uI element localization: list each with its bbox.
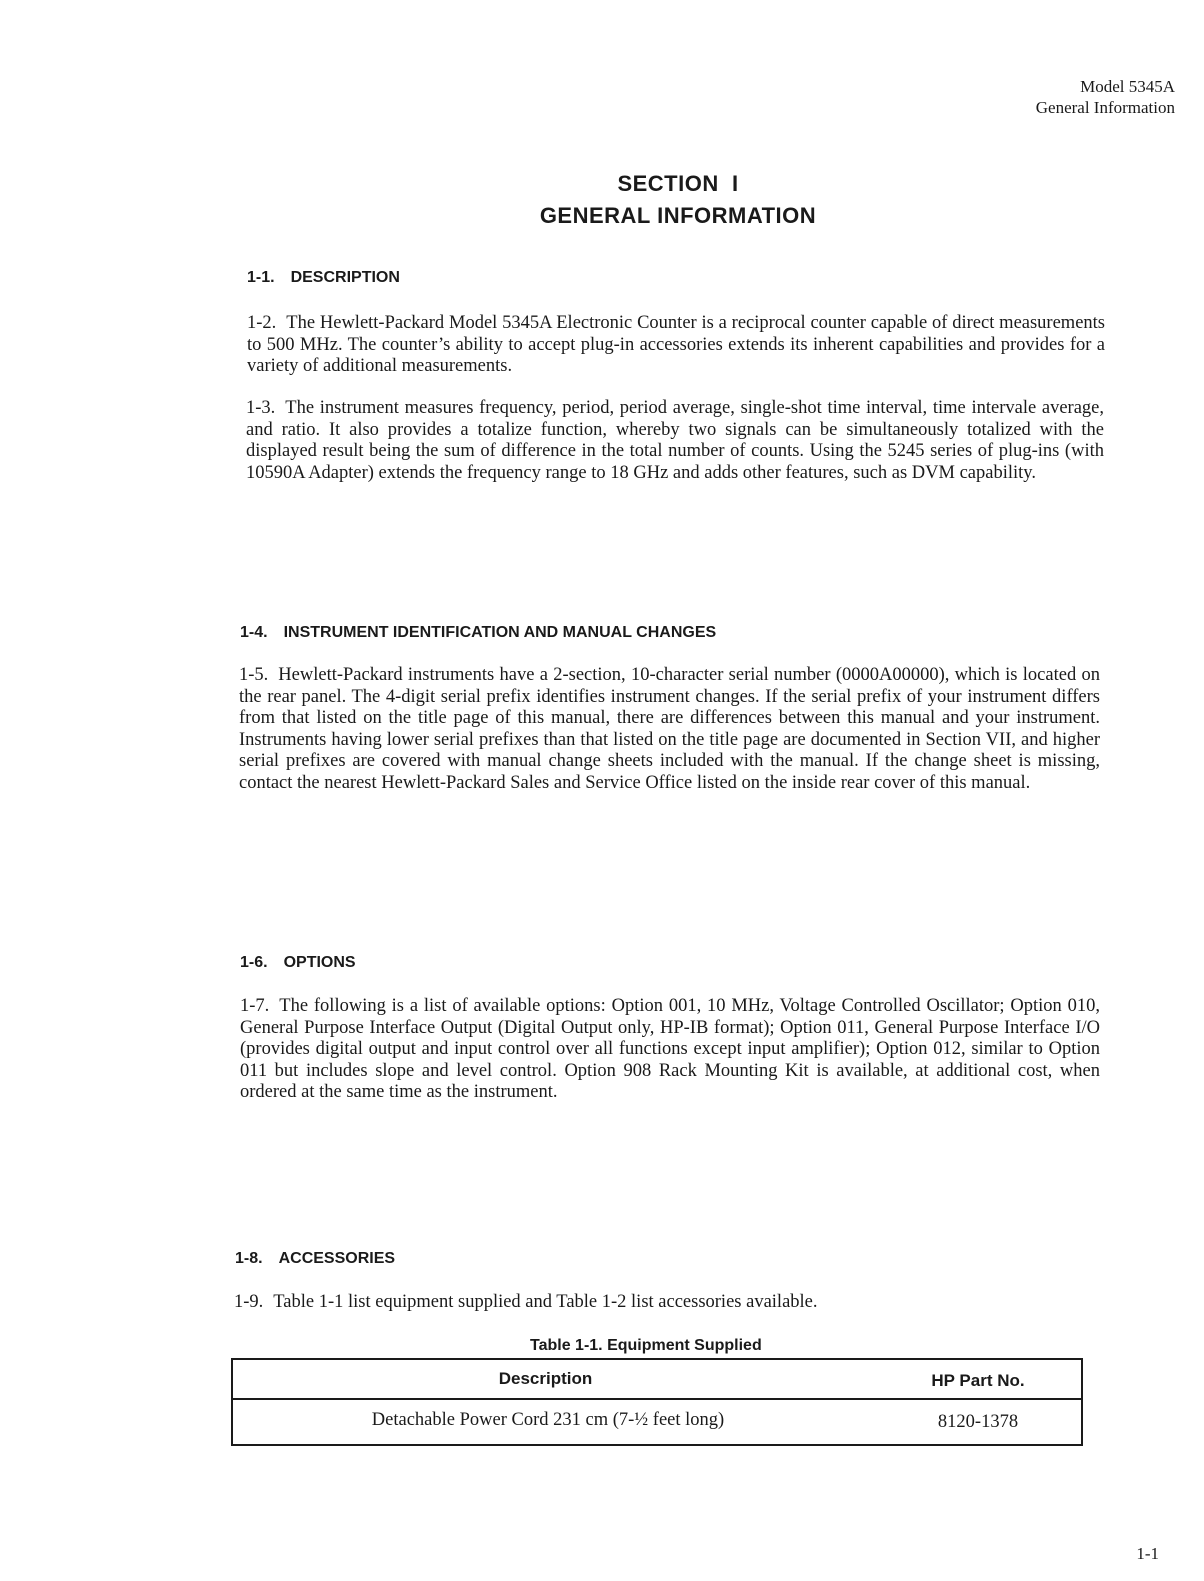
paragraph-number: 1-7. xyxy=(240,996,270,1016)
paragraph-1-9 xyxy=(234,1292,1094,1314)
paragraph-text: Hewlett-Packard instruments have a 2-section, 10-character serial number (0000A00000), which is located on the rear panel. The 4-digit serial prefix identifies instrument changes. If the serial prefix of your instrument differs from that listed on the title page of this manual, there are differences between this manual and your instrument. Instruments having lower serial prefixes than that listed on the title page are documented in Section VII, and higher serial prefixes are covered with manual change sheets included with the manual. If the change sheet is missing, contact the nearest Hewlett-Packard Sales and Service Office listed on the inside rear cover of this manual. xyxy=(239,665,1100,793)
heading-accessories xyxy=(235,1249,395,1269)
table-caption: Table 1-1. Equipment Supplied xyxy=(530,1337,762,1354)
paragraph-1-7 xyxy=(240,996,1100,1104)
cell-part-number: 8120-1378 xyxy=(937,1412,1019,1432)
heading-text: ACCESSORIES xyxy=(278,1250,396,1267)
table-row xyxy=(233,1400,1081,1444)
header-model: Model 5345A xyxy=(1080,77,1175,96)
table-header-row xyxy=(233,1360,1081,1400)
paragraph-text: Table 1-1 list equipment supplied and Table 1-2 list accessories available. xyxy=(273,1292,818,1312)
section-number: SECTION I xyxy=(617,171,739,196)
paragraph-text: The instrument measures frequency, period, period average, single-shot time interval, time intervale average, and ratio. It also provides a totalize function, whereby two signals can be simultaneously totalized with the displayed result being the sum of difference in the total number of counts. Using the 5245 series of plug-ins (with 10590A Adapter) extends the frequency range to 18 GHz and adds other features, such as DVM capability. xyxy=(246,398,1104,483)
running-header xyxy=(1036,76,1175,118)
paragraph-number: 1-9. xyxy=(234,1292,264,1312)
page-number: 1-1 xyxy=(1136,1544,1159,1563)
paragraph-text: The Hewlett-Packard Model 5345A Electronic Counter is a reciprocal counter capable of direct measurements to 500 MHz. The counter’s ability to accept plug-in accessories extends its inherent capabilities and provides for a variety of additional measurements. xyxy=(247,313,1105,377)
paragraph-number: 1-2. xyxy=(247,313,277,333)
column-header-part-number: HP Part No. xyxy=(931,1371,1025,1390)
heading-number: 1-6. xyxy=(240,954,268,971)
cell-description: Detachable Power Cord 231 cm (7-½ feet long) xyxy=(371,1410,725,1430)
heading-number: 1-4. xyxy=(240,624,268,641)
paragraph-1-5 xyxy=(239,665,1100,795)
heading-description xyxy=(247,268,400,288)
paragraph-text: The following is a list of available options: Option 001, 10 MHz, Voltage Controlled Oscillator; Option 010, General Purpose Interface Output (Digital Output only, HP-IB format); Option 011, General Purpose Interface I/O (provides digital output and input control over all functions except input amplifier); Option 012, similar to Option 011 but includes slope and level control. Option 908 Rack Mounting Kit is available, at additional cost, when ordered at the same time as the instrument. xyxy=(240,996,1100,1103)
header-chapter: General Information xyxy=(1035,98,1175,117)
heading-number: 1-1. xyxy=(247,269,275,286)
paragraph-number: 1-3. xyxy=(246,398,276,418)
paragraph-1-2 xyxy=(247,313,1105,378)
section-title xyxy=(0,168,1204,232)
equipment-table xyxy=(231,1358,1083,1446)
column-header-description: Description xyxy=(498,1369,593,1388)
heading-options xyxy=(240,953,356,973)
paragraph-number: 1-5. xyxy=(239,665,269,685)
paragraph-1-3 xyxy=(246,398,1104,484)
heading-text: INSTRUMENT IDENTIFICATION AND MANUAL CHANGES xyxy=(283,624,717,641)
heading-identification xyxy=(240,623,716,643)
heading-text: OPTIONS xyxy=(283,954,356,971)
section-name: GENERAL INFORMATION xyxy=(539,203,817,228)
heading-number: 1-8. xyxy=(235,1250,263,1267)
heading-text: DESCRIPTION xyxy=(290,269,400,286)
